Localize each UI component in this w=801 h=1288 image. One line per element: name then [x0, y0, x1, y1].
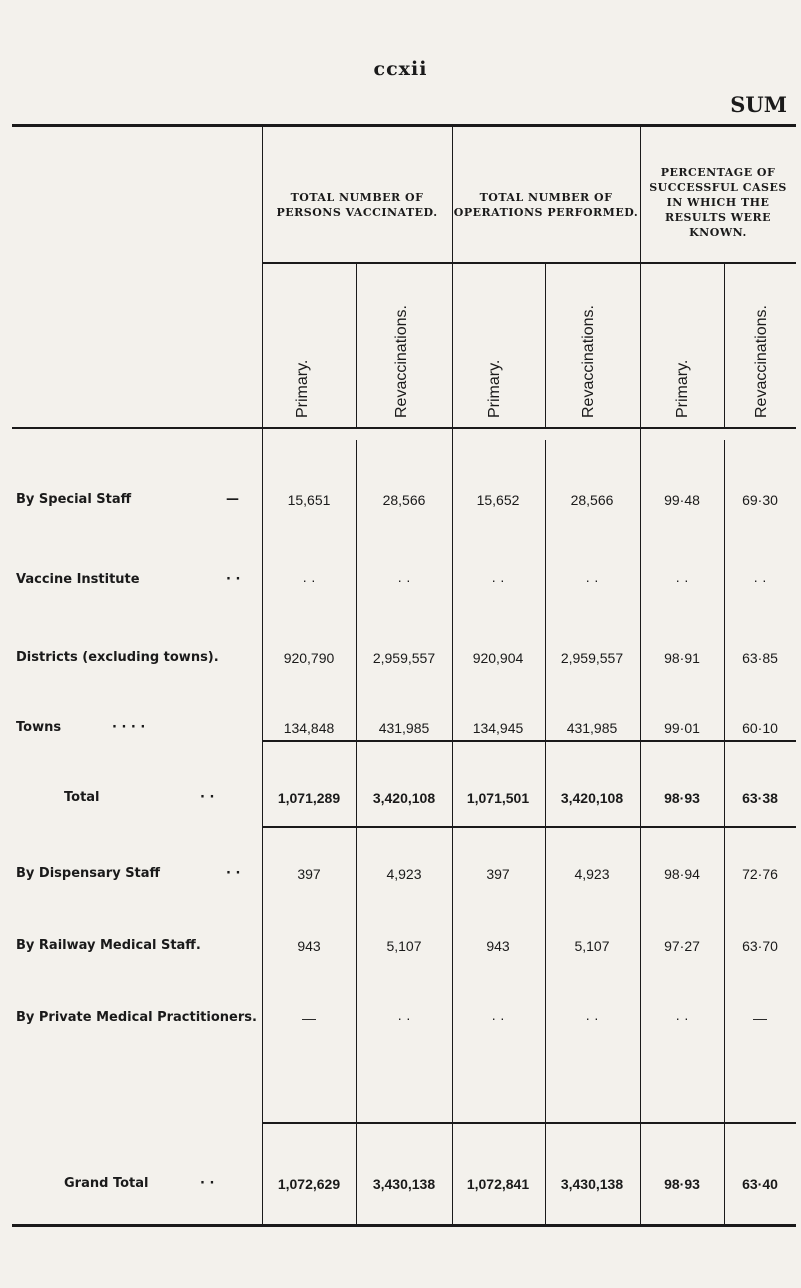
table-cell: 99·01 [664, 720, 700, 736]
row-label: Districts (excluding towns). [16, 650, 219, 665]
table-cell: 28,566 [570, 492, 614, 508]
header-bottom-rule [12, 427, 796, 429]
table-cell: · · [491, 1010, 505, 1026]
sub-head-primary-3: Primary. [674, 359, 691, 418]
table-cell: 920,904 [472, 650, 524, 666]
row-leader: · · [226, 572, 241, 587]
group-head-percentage-successful: PERCENTAGE OF SUCCESSFUL CASES IN WHICH THE RESULTS WERE KNOWN. [649, 166, 787, 239]
row-leader: · · [200, 1176, 215, 1191]
table-cell: 60·10 [742, 720, 778, 736]
table-cell: 63·70 [742, 938, 778, 954]
row-label: Vaccine Institute [16, 572, 140, 587]
page-number: ccxii [373, 58, 428, 80]
table-cell: 15,652 [476, 492, 520, 508]
sub-head-revaccinations-3: Revaccinations. [753, 305, 770, 418]
table-cell: — [753, 1010, 767, 1026]
table-cell: 63·40 [742, 1176, 778, 1192]
row-label: Towns [16, 720, 62, 735]
table-cell: 134,848 [283, 720, 335, 736]
sub-head-revaccinations-2: Revaccinations. [580, 305, 597, 418]
col-rule-3 [545, 262, 546, 428]
table-cell: · · [397, 572, 411, 588]
col-rule-4 [640, 124, 641, 1226]
table-cell: 134,945 [472, 720, 524, 736]
group-head-operations-performed: TOTAL NUMBER OF OPERATIONS PERFORMED. [453, 191, 639, 219]
table-cell: 5,107 [574, 938, 610, 954]
sub-head-primary-2: Primary. [486, 359, 503, 418]
table-cell: 98·93 [664, 1176, 700, 1192]
row-label: By Railway Medical Staff. [16, 938, 201, 953]
table-cell: 99·48 [664, 492, 700, 508]
table-cell: 431,985 [566, 720, 618, 736]
col-rule-0 [262, 124, 263, 1226]
total-top-rule [262, 740, 796, 742]
table-cell: 3,420,108 [372, 790, 436, 806]
subhead-rule-1 [262, 262, 452, 264]
table-cell: · · [675, 1010, 689, 1026]
table-cell: 63·38 [742, 790, 778, 806]
row-label: Total [64, 790, 100, 805]
row-label: Grand Total [64, 1176, 149, 1191]
table-cell: 69·30 [742, 492, 778, 508]
table-cell: 4,923 [386, 866, 422, 882]
row-leader: · · [226, 866, 241, 881]
row-label: By Dispensary Staff [16, 866, 161, 881]
row-label: By Private Medical Practitioners. [16, 1010, 257, 1025]
table-cell: 2,959,557 [560, 650, 624, 666]
col-rule-1 [356, 262, 357, 428]
table-cell: 98·93 [664, 790, 700, 806]
col-rule-5 [724, 262, 725, 428]
table-top-rule [12, 124, 796, 127]
col-rule-1b [356, 440, 357, 1226]
table-cell: · · [675, 572, 689, 588]
table-cell: 63·85 [742, 650, 778, 666]
row-label: By Special Staff [16, 492, 132, 507]
subhead-rule-3 [640, 262, 796, 264]
table-cell: 4,923 [574, 866, 610, 882]
col-rule-3b [545, 440, 546, 1226]
grand-total-top-rule [262, 1122, 796, 1124]
table-cell: 943 [486, 938, 510, 954]
col-rule-2 [452, 124, 453, 1226]
table-cell: 397 [297, 866, 321, 882]
table-cell: 97·27 [664, 938, 700, 954]
table-cell: 431,985 [378, 720, 430, 736]
table-cell: 920,790 [283, 650, 335, 666]
table-cell: 397 [486, 866, 510, 882]
table-cell: 943 [297, 938, 321, 954]
table-cell: 3,430,138 [560, 1176, 624, 1192]
col-rule-5b [724, 440, 725, 1226]
table-cell: 1,071,289 [277, 790, 341, 806]
table-cell: 72·76 [742, 866, 778, 882]
table-cell: 5,107 [386, 938, 422, 954]
subhead-rule-2 [452, 262, 640, 264]
table-cell: 2,959,557 [372, 650, 436, 666]
table-cell: 28,566 [382, 492, 426, 508]
row-leader: · · [200, 790, 215, 805]
table-cell: · · [302, 572, 316, 588]
table-cell: 1,072,841 [466, 1176, 530, 1192]
table-cell: 3,420,108 [560, 790, 624, 806]
total-bottom-rule [262, 826, 796, 828]
row-leader: — [226, 492, 239, 507]
table-bottom-rule [12, 1224, 796, 1227]
running-head: SUM [730, 92, 787, 117]
table-cell: 98·91 [664, 650, 700, 666]
table-cell: 3,430,138 [372, 1176, 436, 1192]
table-cell: 15,651 [287, 492, 331, 508]
table-cell: · · [585, 572, 599, 588]
table-cell: · · [753, 572, 767, 588]
group-head-persons-vaccinated: TOTAL NUMBER OF PERSONS VACCINATED. [276, 191, 438, 219]
table-cell: 1,071,501 [466, 790, 530, 806]
table-cell: 98·94 [664, 866, 700, 882]
table-cell: 1,072,629 [277, 1176, 341, 1192]
table-cell: — [302, 1010, 316, 1026]
table-cell: · · [585, 1010, 599, 1026]
table-cell: · · [491, 572, 505, 588]
sub-head-revaccinations-1: Revaccinations. [393, 305, 410, 418]
sub-head-primary-1: Primary. [294, 359, 311, 418]
table-cell: · · [397, 1010, 411, 1026]
row-leader: · · · · [112, 720, 146, 735]
